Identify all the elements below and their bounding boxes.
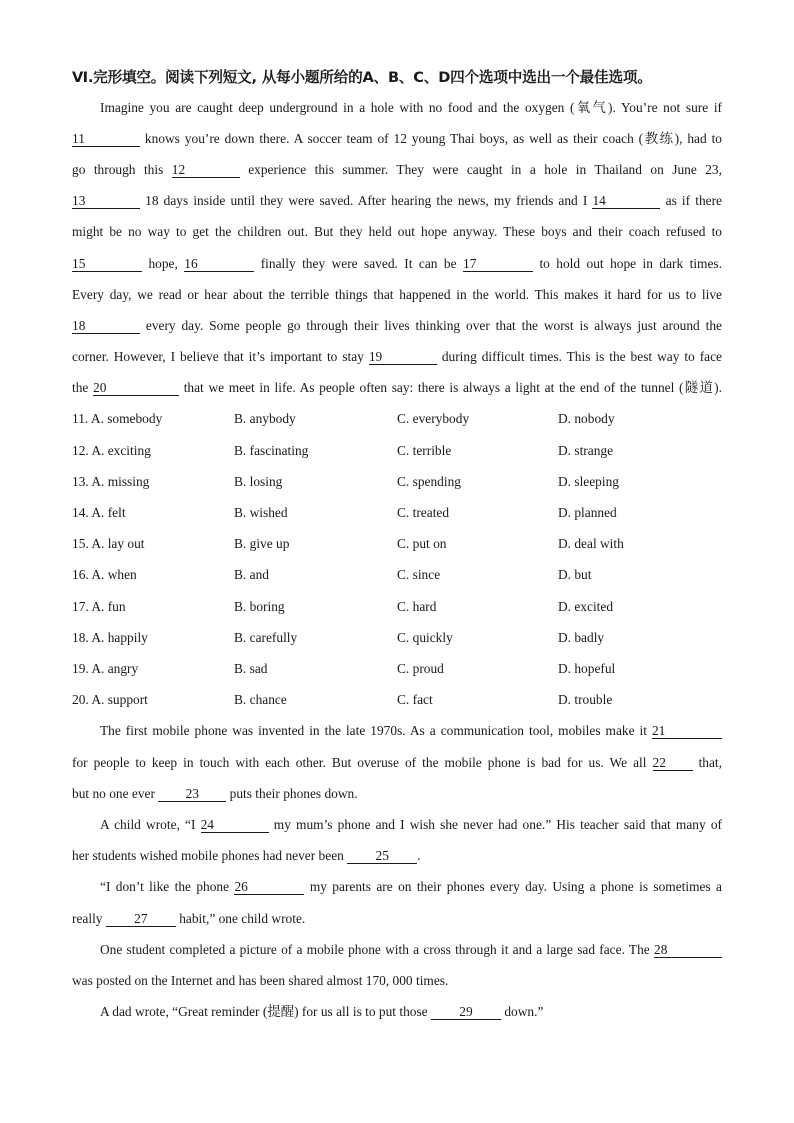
option-16-b[interactable]: B. and: [234, 567, 269, 582]
option-15-b[interactable]: B. give up: [234, 536, 290, 551]
passage2-line-1: The first mobile phone was invented in the late 1970s. As a communication tool, mobiles make it 21: [100, 722, 722, 740]
blank-29[interactable]: 29: [431, 1005, 501, 1020]
option-14-c[interactable]: C. treated: [397, 505, 450, 520]
option-14-d[interactable]: D. planned: [558, 505, 617, 520]
passage2-line-4: A child wrote, “I 24 my mum’s phone and I wish she never had one.” His teacher said that many of: [100, 817, 722, 832]
blank-16[interactable]: 16: [184, 257, 254, 272]
option-16-d[interactable]: D. but: [558, 567, 592, 582]
passage1-line-8: 18 every day. Some people go through their lives thinking over that the worst is always just around the: [72, 318, 722, 333]
option-row-20: [72, 691, 722, 709]
option-18-d[interactable]: D. badly: [558, 630, 605, 645]
blank-13[interactable]: 13: [72, 194, 140, 209]
option-19-a[interactable]: 19. A. angry: [72, 661, 139, 676]
passage2-line-2: for people to keep in touch with each other. But overuse of the mobile phone is bad for us. We all 22 that,: [72, 755, 722, 770]
option-18-a[interactable]: 18. A. happily: [72, 630, 148, 645]
option-14-a[interactable]: 14. A. felt: [72, 505, 126, 520]
blank-25[interactable]: 25: [347, 849, 417, 864]
option-16-a[interactable]: 16. A. when: [72, 567, 137, 582]
option-15-a[interactable]: 15. A. lay out: [72, 536, 145, 551]
passage1-line-4: 13 18 days inside until they were saved. After hearing the news, my friends and I 14 as if there: [72, 193, 722, 208]
option-12-d[interactable]: D. strange: [558, 443, 614, 458]
option-20-b[interactable]: B. chance: [234, 692, 287, 707]
passage1-line-5: might be no way to get the children out. But they held out hope anyway. These boys and their coach refused to: [72, 224, 722, 239]
option-15-c[interactable]: C. put on: [397, 536, 447, 551]
passage1-line-3: go through this 12 experience this summer. They were caught in a hole in Thailand on June 23,: [72, 162, 722, 177]
blank-28[interactable]: 28: [654, 943, 722, 958]
blank-23[interactable]: 23: [158, 787, 226, 802]
blank-21[interactable]: 21: [652, 724, 722, 739]
option-11-b[interactable]: B. anybody: [234, 411, 296, 426]
blank-22[interactable]: 22: [653, 756, 693, 771]
option-11-a[interactable]: 11. A. somebody: [72, 411, 163, 426]
passage1-line-6: 15 hope, 16 finally they were saved. It can be 17 to hold out hope in dark times.: [72, 256, 722, 271]
option-12-a[interactable]: 12. A. exciting: [72, 443, 151, 458]
blank-18[interactable]: 18: [72, 319, 140, 334]
option-12-c[interactable]: C. terrible: [397, 443, 452, 458]
passage1-line-1: Imagine you are caught deep underground in a hole with no food and the oxygen (氧气). You’re not sure if: [100, 100, 722, 115]
blank-15[interactable]: 15: [72, 257, 142, 272]
option-18-b[interactable]: B. carefully: [234, 630, 298, 645]
option-16-c[interactable]: C. since: [397, 567, 441, 582]
option-11-c[interactable]: C. everybody: [397, 411, 470, 426]
option-17-c[interactable]: C. hard: [397, 599, 437, 614]
option-19-b[interactable]: B. sad: [234, 661, 268, 676]
passage1-line-2: 11 knows you’re down there. A soccer team of 12 young Thai boys, as well as their coach (教练), had to: [72, 131, 722, 146]
option-20-d[interactable]: D. trouble: [558, 692, 613, 707]
passage2-line-6: “I don’t like the phone 26 my parents are on their phones every day. Using a phone is sometimes a: [100, 879, 722, 894]
option-19-d[interactable]: D. hopeful: [558, 661, 616, 676]
option-13-d[interactable]: D. sleeping: [558, 474, 619, 489]
option-row-12: [72, 442, 722, 460]
passage2-line-10: A dad wrote, “Great reminder (提醒) for us all is to put those 29 down.”: [100, 1004, 544, 1019]
option-row-13: [72, 473, 722, 491]
option-17-d[interactable]: D. excited: [558, 599, 614, 614]
option-11-d[interactable]: D. nobody: [558, 411, 615, 426]
option-row-16: [72, 566, 722, 584]
option-20-a[interactable]: 20. A. support: [72, 692, 148, 707]
option-14-b[interactable]: B. wished: [234, 505, 288, 520]
option-13-a[interactable]: 13. A. missing: [72, 474, 150, 489]
passage1-line-10: the 20 that we meet in life. As people often say: there is always a light at the end of the tunnel (隧道).: [72, 380, 722, 395]
option-row-18: [72, 629, 722, 647]
passage2-line-9: was posted on the Internet and has been shared almost 170, 000 times.: [72, 973, 449, 988]
option-17-b[interactable]: B. boring: [234, 599, 285, 614]
option-12-b[interactable]: B. fascinating: [234, 443, 309, 458]
blank-11[interactable]: 11: [72, 132, 140, 147]
blank-20[interactable]: 20: [93, 381, 179, 396]
option-17-a[interactable]: 17. A. fun: [72, 599, 126, 614]
passage2-line-8: One student completed a picture of a mobile phone with a cross through it and a large sad face. The 28: [100, 941, 722, 959]
blank-27[interactable]: 27: [106, 912, 176, 927]
passage1-line-9: corner. However, I believe that it’s important to stay 19 during difficult times. This is the best way to face: [72, 349, 722, 364]
passage2-line-3: but no one ever 23 puts their phones down.: [72, 786, 358, 801]
option-20-c[interactable]: C. fact: [397, 692, 433, 707]
passage1-line-7: Every day, we read or hear about the terrible things that happened in the world. This makes it hard for us to live: [72, 287, 722, 302]
blank-17[interactable]: 17: [463, 257, 533, 272]
blank-14[interactable]: 14: [592, 194, 660, 209]
blank-12[interactable]: 12: [172, 163, 240, 178]
passage2-line-7: really 27 habit,” one child wrote.: [72, 911, 306, 926]
option-15-d[interactable]: D. deal with: [558, 536, 624, 551]
option-row-14: [72, 504, 722, 522]
blank-26[interactable]: 26: [234, 880, 304, 895]
option-13-c[interactable]: C. spending: [397, 474, 461, 489]
passage2-line-5: her students wished mobile phones had never been 25 .: [72, 848, 421, 863]
option-13-b[interactable]: B. losing: [234, 474, 283, 489]
option-row-11: [72, 410, 722, 428]
section-title: Ⅵ.完形填空。阅读下列短文, 从每小题所给的A、B、C、D四个选项中选出一个最佳选项。: [72, 69, 652, 86]
option-18-c[interactable]: C. quickly: [397, 630, 453, 645]
option-row-17: [72, 598, 722, 616]
option-19-c[interactable]: C. proud: [397, 661, 444, 676]
blank-19[interactable]: 19: [369, 350, 437, 365]
blank-24[interactable]: 24: [201, 818, 269, 833]
option-row-19: [72, 660, 722, 678]
option-row-15: [72, 535, 722, 553]
